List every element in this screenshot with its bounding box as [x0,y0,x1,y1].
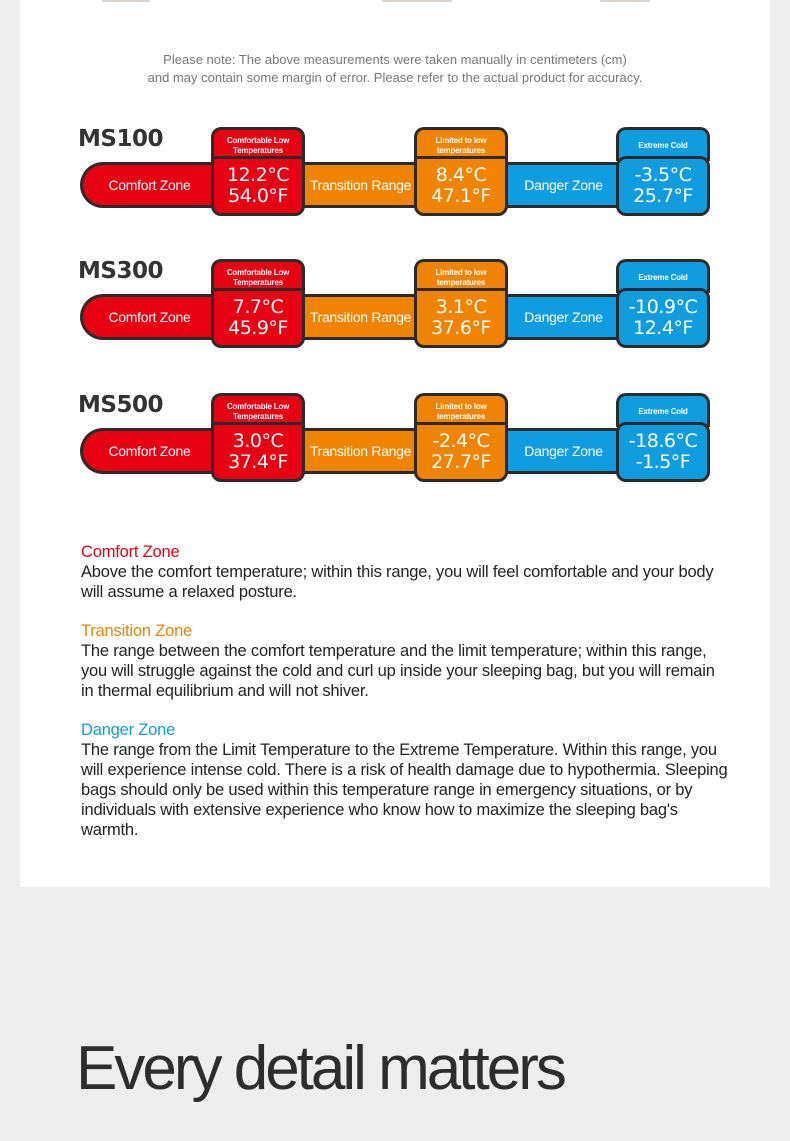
danger-zone-bar: Danger Zone [506,294,621,340]
description-title: Transition Zone [81,622,193,640]
comfort-zone-bar: Comfort Zone [80,294,216,340]
limit-temp-f: 27.7°F [431,451,491,473]
limited-low-label-box: Limited to low temperatures [414,127,508,161]
danger-zone-description [81,720,731,840]
extreme-cold-label-box: Extreme Cold [616,127,710,161]
transition-range-bar: Transition Range [303,162,418,208]
limit-temp-c: -2.4°C [432,430,490,452]
limit-temp-f: 47.1°F [431,185,491,207]
extreme-temp-c: -10.9°C [628,296,698,318]
extreme-temp-f: 12.4°F [633,317,693,339]
model-name: MS100 [78,126,163,152]
limit-temperature-box [414,288,508,348]
comfort-temp-c: 3.0°C [232,430,284,452]
comfort-zone-bar: Comfort Zone [80,428,216,474]
section-headline: Every detail matters [76,1034,564,1103]
description-text: The range from the Limit Temperature to the Extreme Temperature. Within this range, you will experience intense cold. There is a risk of health damage due to hypothermia. Sleeping bags should only be used within this temperature range in emergency situations, or by individuals with extensive experience who know how to maximize the sleeping bag's warmth. [81,741,728,839]
extreme-temperature-box [616,422,710,482]
measurement-note [0,51,790,87]
extreme-temp-c: -18.6°C [628,430,698,452]
comfortable-low-label-box: Comfortable Low Temperatures [211,393,305,427]
comfortable-low-label-box: Comfortable Low Temperatures [211,127,305,161]
limit-temperature-box [414,156,508,216]
model-row-ms500 [78,392,788,524]
limit-temp-c: 8.4°C [435,164,487,186]
description-text: Above the comfort temperature; within this range, you will feel comfortable and your body will assume a relaxed posture. [81,563,714,601]
comfort-temperature-box [211,288,305,348]
comfort-temp-f: 54.0°F [228,185,288,207]
extreme-temp-f: -1.5°F [635,451,691,473]
transition-zone-description [81,621,731,701]
comfort-temperature-box [211,422,305,482]
comfort-zone-description [81,542,731,602]
model-row-ms300 [78,258,788,390]
limit-temp-c: 3.1°C [435,296,487,318]
transition-range-bar: Transition Range [303,428,418,474]
limit-temperature-box [414,422,508,482]
divider [600,0,650,2]
comfort-temp-c: 7.7°C [232,296,284,318]
model-row-ms100 [78,126,788,258]
comfortable-low-label-box: Comfortable Low Temperatures [211,259,305,293]
extreme-temp-f: 25.7°F [633,185,693,207]
extreme-cold-label-box: Extreme Cold [616,393,710,427]
extreme-cold-label-box: Extreme Cold [616,259,710,293]
comfort-temp-c: 12.2°C [226,164,290,186]
model-name: MS300 [78,258,163,284]
danger-zone-bar: Danger Zone [506,162,621,208]
extreme-temperature-box [616,288,710,348]
extreme-temp-c: -3.5°C [634,164,692,186]
danger-zone-bar: Danger Zone [506,428,621,474]
comfort-zone-bar: Comfort Zone [80,162,216,208]
note-line-2: and may contain some margin of error. Please refer to the actual product for accuracy. [147,70,643,85]
model-name: MS500 [78,392,163,418]
note-line-1: Please note: The above measurements were taken manually in centimeters (cm) [163,52,627,67]
divider [382,0,452,2]
description-text: The range between the comfort temperature and the limit temperature; within this range, you will struggle against the cold and curl up inside your sleeping bag, but you will remain in thermal equilibrium and will not shiver. [81,642,715,700]
extreme-temperature-box [616,156,710,216]
description-title: Danger Zone [81,721,176,739]
comfort-temp-f: 45.9°F [228,317,288,339]
limited-low-label-box: Limited to low temperatures [414,259,508,293]
description-title: Comfort Zone [81,543,180,561]
limited-low-label-box: Limited to low temperatures [414,393,508,427]
limit-temp-f: 37.6°F [431,317,491,339]
transition-range-bar: Transition Range [303,294,418,340]
comfort-temperature-box [211,156,305,216]
comfort-temp-f: 37.4°F [228,451,288,473]
divider [102,0,150,2]
